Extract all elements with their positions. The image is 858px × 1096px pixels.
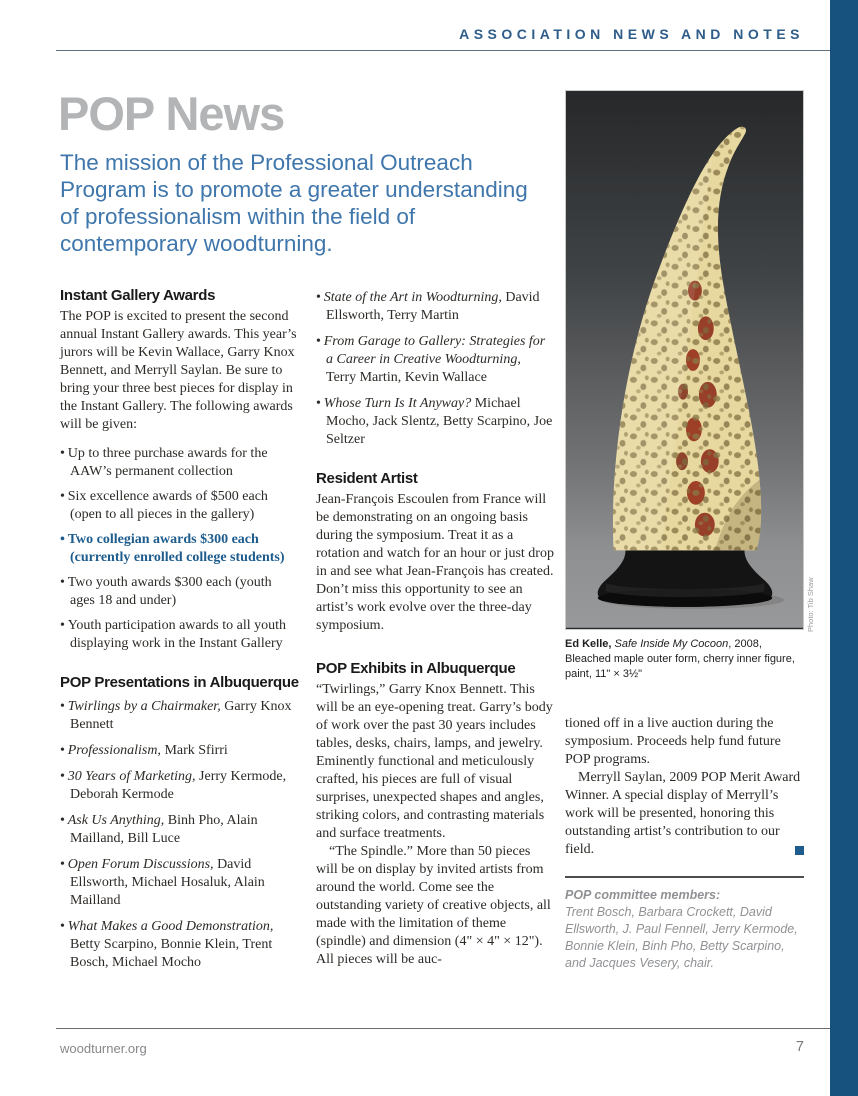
presentation-item xyxy=(60,698,298,734)
presentation-title: What Makes a Good Demonstration, xyxy=(67,919,274,934)
award-item: • Two youth awards $300 each (youth ages 18 and under) xyxy=(60,574,298,610)
presentation-item xyxy=(316,395,554,449)
header-rule xyxy=(56,50,830,51)
sculpture-photo xyxy=(565,90,804,630)
presentations-list xyxy=(60,698,298,972)
exhibits-para: “The Spindle.” More than 50 pieces will be on display by invited artists from around the world. Come see the outstanding variety of creative objects, all made with the limitation of theme (spindle) and dimension (4" × 4" × 12"). All pieces will be auc- xyxy=(316,844,551,967)
presentation-names: David Ellsworth, Terry Martin xyxy=(326,290,540,323)
presentation-title: Twirlings by a Chairmaker, xyxy=(67,699,221,714)
presentation-names: Betty Scarpino, Bonnie Klein, Trent Bosch, Michael Mocho xyxy=(70,937,273,970)
presentation-item xyxy=(60,742,298,760)
mission-line: Program is to promote a greater understanding xyxy=(60,177,528,202)
caption-artist: Ed Kelle, xyxy=(565,638,612,650)
presentation-names: Terry Martin, Kevin Wallace xyxy=(326,370,487,385)
presentation-names: David Ellsworth, Michael Hosaluk, Alain Mailland xyxy=(70,857,265,908)
mission-line: The mission of the Professional Outreach xyxy=(60,150,473,175)
presentation-item xyxy=(60,768,298,804)
exhibits-heading: POP Exhibits in Albuquerque xyxy=(316,660,516,677)
instant-gallery-heading: Instant Gallery Awards xyxy=(60,287,216,304)
mission-statement xyxy=(60,149,560,257)
footer-website: woodturner.org xyxy=(60,1041,147,1056)
presentations-list-continued xyxy=(316,289,554,449)
award-item-highlighted: • Two collegian awards $300 each (currently enrolled college students) xyxy=(60,531,298,567)
mission-line: contemporary woodturning. xyxy=(60,231,333,256)
footer-page-number: 7 xyxy=(795,1039,804,1055)
presentation-title: 30 Years of Marketing, xyxy=(67,769,196,784)
sculpture-illustration xyxy=(566,91,803,629)
merit-award-para xyxy=(565,769,804,859)
presentation-title: Whose Turn Is It Anyway? xyxy=(323,396,472,411)
photo-credit: Photo: Tib Shaw xyxy=(806,577,815,632)
caption-details: , 2008, Bleached maple outer form, cherry inner figure, paint, 11" × 3½" xyxy=(565,638,795,680)
presentation-names: Mark Sfirri xyxy=(164,743,228,758)
merit-award-text: Merryll Saylan, 2009 POP Merit Award Winner. A special display of Merryll’s work will be presented, honoring this outstanding artist’s contribution to our field. xyxy=(565,770,801,857)
award-item: • Six excellence awards of $500 each (open to all pieces in the gallery) xyxy=(60,488,298,524)
presentation-item xyxy=(316,333,554,387)
presentation-names: Michael Mocho, Jack Slentz, Betty Scarpino, Joe Seltzer xyxy=(326,396,553,447)
column-left xyxy=(60,287,298,980)
auction-para: tioned off in a live auction during the symposium. Proceeds help fund future POP programs. xyxy=(565,716,781,767)
committee-heading: POP committee members: xyxy=(565,888,721,902)
caption-work-title: Safe Inside My Cocoon xyxy=(614,638,729,650)
section-header: ASSOCIATION NEWS AND NOTES xyxy=(459,26,804,42)
presentation-item xyxy=(60,812,298,848)
presentation-title: State of the Art in Woodturning, xyxy=(323,290,502,305)
presentation-item xyxy=(316,289,554,325)
presentation-title: Open Forum Discussions, xyxy=(67,857,214,872)
resident-artist-heading: Resident Artist xyxy=(316,470,418,487)
presentation-item xyxy=(60,856,298,910)
photo-caption xyxy=(565,637,804,682)
presentation-item xyxy=(60,918,298,972)
presentation-title: Ask Us Anything, xyxy=(67,813,165,828)
column-middle xyxy=(316,287,554,969)
award-item: • Youth participation awards to all youth displaying work in the Instant Gallery xyxy=(60,617,298,653)
presentation-title: Professionalism, xyxy=(67,743,161,758)
presentation-names: Jerry Kermode, Deborah Kermode xyxy=(70,769,287,802)
column-right xyxy=(565,90,804,972)
page-title: POP News xyxy=(58,87,285,140)
presentation-names: Garry Knox Bennett xyxy=(70,699,292,732)
awards-list xyxy=(60,445,298,653)
presentation-title: From Garage to Gallery: Strategies for a Career in Creative Woodturning, xyxy=(323,334,546,367)
footer-rule xyxy=(56,1028,830,1029)
presentations-heading: POP Presentations in Albuquerque xyxy=(60,674,299,691)
committee-note xyxy=(565,876,804,972)
instant-gallery-intro: The POP is excited to present the second annual Instant Gallery awards. This year’s jurors will be Kevin Wallace, Garry Knox Bennett, and Merryll Saylan. Be sure to bring your three best pieces for display in the Instant Gallery. The following awards will be given: xyxy=(60,309,297,432)
page-edge-bar xyxy=(830,0,858,1096)
end-of-article-marker xyxy=(795,846,804,855)
committee-members: Trent Bosch, Barbara Crockett, David Ellsworth, J. Paul Fennell, Jerry Kermode, Bonnie Klein, Binh Pho, Betty Scarpino, and Jacques Vesery, chair. xyxy=(565,905,798,970)
mission-line: of professionalism within the field of xyxy=(60,204,416,229)
resident-artist-body: Jean-François Escoulen from France will be demonstrating on an ongoing basis during the symposium. Treat it as a rotation and watch for an hour or just drop in and see what Jean-François has created. Don’t miss this opportunity to see an artist’s work evolve over the three-day symposium. xyxy=(316,492,554,633)
award-item: • Up to three purchase awards for the AAW’s permanent collection xyxy=(60,445,298,481)
exhibits-para: “Twirlings,” Garry Knox Bennett. This will be an eye-opening treat. Garry’s body of work over the past 30 years includes tables, desks, chairs, lamps, and jewelry. Eminently functional and meticulously crafted, his pieces are full of visual surprises, unexpected shapes and angles, striking colors, and contrasting materials and surface treatments. xyxy=(316,682,553,841)
presentation-names: Binh Pho, Alain Mailland, Bill Luce xyxy=(70,813,258,846)
